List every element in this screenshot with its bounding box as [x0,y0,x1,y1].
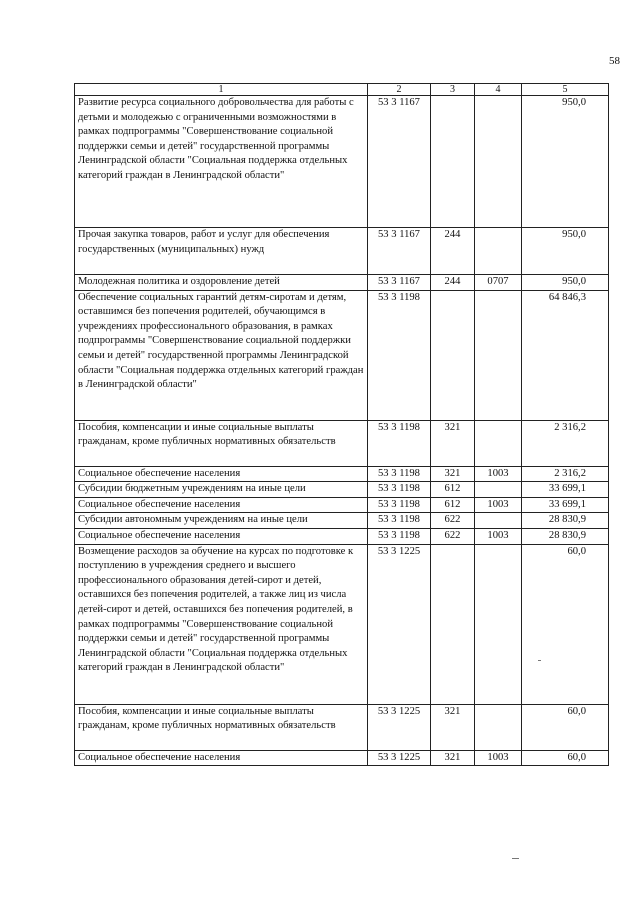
row-name: Социальное обеспечение населения [75,750,368,766]
row-vr [431,290,475,420]
row-sum: 950,0 [522,96,609,228]
row-name: Развитие ресурса социального добровольчества для работы с детьми и молодежью с ограниченными возможностями в рамках подпрограммы "Совершенствование социальной поддержки семьи и детей" государственной программы Ленинградской области "Социальная поддержка отдельных категорий граждан в Ленинградской области" [75,96,368,228]
row-rz: 1003 [475,528,522,544]
row-vr: 612 [431,497,475,513]
row-rz [475,96,522,228]
row-vr [431,544,475,704]
row-sum: 28 830,9 [522,528,609,544]
row-code: 53 3 1198 [368,528,431,544]
row-vr: 244 [431,275,475,291]
row-vr [431,96,475,228]
row-rz: 1003 [475,466,522,482]
table-row [75,466,609,482]
header-col-3: 3 [431,84,475,96]
table-row [75,528,609,544]
row-rz [475,290,522,420]
row-code: 53 3 1198 [368,290,431,420]
scan-artifact-mark [512,858,519,859]
row-vr: 244 [431,228,475,275]
table-row [75,750,609,766]
table-row [75,497,609,513]
row-rz: 1003 [475,750,522,766]
header-col-4: 4 [475,84,522,96]
row-code: 53 3 1198 [368,482,431,498]
row-code: 53 3 1198 [368,420,431,466]
table-header-row [75,84,609,96]
row-sum: 33 699,1 [522,497,609,513]
row-sum: 60,0 [522,544,609,704]
table-row [75,228,609,275]
row-code: 53 3 1167 [368,96,431,228]
row-name: Субсидии бюджетным учреждениям на иные цели [75,482,368,498]
row-sum: 2 316,2 [522,420,609,466]
row-sum: 60,0 [522,704,609,750]
page-number: 58 [609,55,620,67]
row-rz [475,228,522,275]
row-name: Субсидии автономным учреждениям на иные цели [75,513,368,529]
table-row [75,420,609,466]
row-code: 53 3 1198 [368,513,431,529]
table-row [75,482,609,498]
header-col-2: 2 [368,84,431,96]
row-code: 53 3 1167 [368,275,431,291]
row-sum: 950,0 [522,275,609,291]
row-rz [475,704,522,750]
row-code: 53 3 1167 [368,228,431,275]
row-vr: 612 [431,482,475,498]
table-row [75,275,609,291]
row-code: 53 3 1225 [368,544,431,704]
row-name: Пособия, компенсации и иные социальные выплаты гражданам, кроме публичных нормативных обязательств [75,420,368,466]
row-rz [475,544,522,704]
row-code: 53 3 1225 [368,750,431,766]
header-col-1: 1 [75,84,368,96]
row-name: Социальное обеспечение населения [75,466,368,482]
row-rz: 1003 [475,497,522,513]
table-row [75,544,609,704]
row-sum: 60,0 [522,750,609,766]
row-vr: 321 [431,750,475,766]
row-name: Возмещение расходов за обучение на курсах по подготовке к поступлению в учреждения среднего и высшего профессионального образования детей-сирот и детей, оставшихся без попечения родителей, а также лиц из числа детей-сирот и детей, оставшихся без попечения родителей, в рамках подпрограммы "Совершенствование социальной поддержки семьи и детей" государственной программы Ленинградской области "Социальная поддержка отдельных категорий граждан в Ленинградской области" [75,544,368,704]
row-sum: 2 316,2 [522,466,609,482]
row-vr: 321 [431,466,475,482]
scan-artifact-mark [538,660,541,661]
row-name: Обеспечение социальных гарантий детям-сиротам и детям, оставшимся без попечения родителей, обучающимся в учреждениях профессионального образования, в рамках подпрограммы "Совершенствование социальной поддержки семьи и детей" государственной программы Ленинградской области "Социальная поддержка отдельных категорий граждан в Ленинградской области" [75,290,368,420]
budget-table [74,83,609,766]
row-name: Социальное обеспечение населения [75,497,368,513]
row-rz [475,482,522,498]
row-vr: 321 [431,420,475,466]
row-name: Социальное обеспечение населения [75,528,368,544]
row-vr: 321 [431,704,475,750]
row-name: Молодежная политика и оздоровление детей [75,275,368,291]
row-code: 53 3 1198 [368,497,431,513]
row-sum: 28 830,9 [522,513,609,529]
row-sum: 950,0 [522,228,609,275]
row-sum: 64 846,3 [522,290,609,420]
header-col-5: 5 [522,84,609,96]
row-name: Пособия, компенсации и иные социальные выплаты гражданам, кроме публичных нормативных обязательств [75,704,368,750]
row-rz [475,420,522,466]
row-code: 53 3 1198 [368,466,431,482]
row-name: Прочая закупка товаров, работ и услуг для обеспечения государственных (муниципальных) нужд [75,228,368,275]
table-row [75,96,609,228]
row-vr: 622 [431,528,475,544]
row-rz: 0707 [475,275,522,291]
table-row [75,290,609,420]
table-row [75,704,609,750]
row-rz [475,513,522,529]
row-vr: 622 [431,513,475,529]
table-row [75,513,609,529]
row-code: 53 3 1225 [368,704,431,750]
row-sum: 33 699,1 [522,482,609,498]
